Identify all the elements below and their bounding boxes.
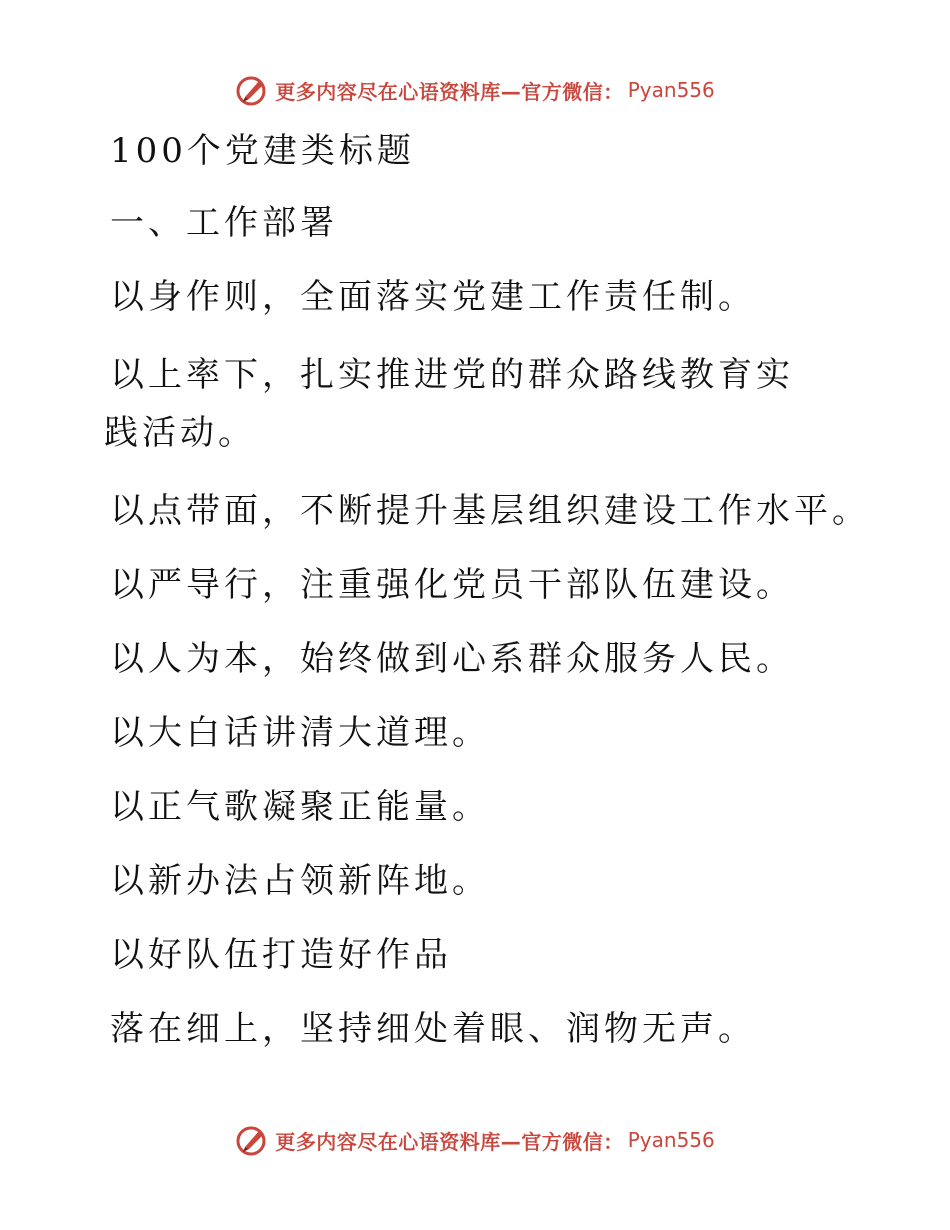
list-item: 以身作则，全面落实党建工作责任制。 (110, 277, 756, 317)
document-body (104, 120, 870, 1054)
list-item: 以好队伍打造好作品 (110, 935, 452, 975)
section-heading: 一、工作部署 (110, 203, 338, 243)
list-item: 以人为本，始终做到心系群众服务人民。 (110, 639, 794, 679)
header-watermark (0, 70, 950, 110)
list-item: 以严导行，注重强化党员干部队伍建设。 (110, 565, 794, 605)
watermark-text: 更多内容尽在心语资料库—官方微信： (275, 79, 624, 104)
list-item: 以点带面，不断提升基层组织建设工作水平。 (110, 491, 870, 531)
list-item: 以正气歌凝聚正能量。 (110, 787, 490, 827)
pen-logo-icon (235, 1123, 269, 1157)
list-item: 以新办法占领新阵地。 (110, 861, 490, 901)
pen-logo-icon (235, 73, 269, 107)
watermark-wechat-id: Pyan556 (627, 1128, 715, 1152)
watermark-wechat-id: Pyan556 (627, 78, 715, 102)
watermark-text: 更多内容尽在心语资料库—官方微信： (275, 1129, 624, 1154)
list-item: 以大白话讲清大道理。 (110, 713, 490, 753)
list-item: 落在细上，坚持细处着眼、润物无声。 (110, 1009, 756, 1049)
document-title: 100个党建类标题 (110, 131, 415, 171)
footer-watermark (0, 1120, 950, 1160)
list-item: 以上率下，扎实推进党的群众路线教育实践活动。 (104, 355, 794, 453)
